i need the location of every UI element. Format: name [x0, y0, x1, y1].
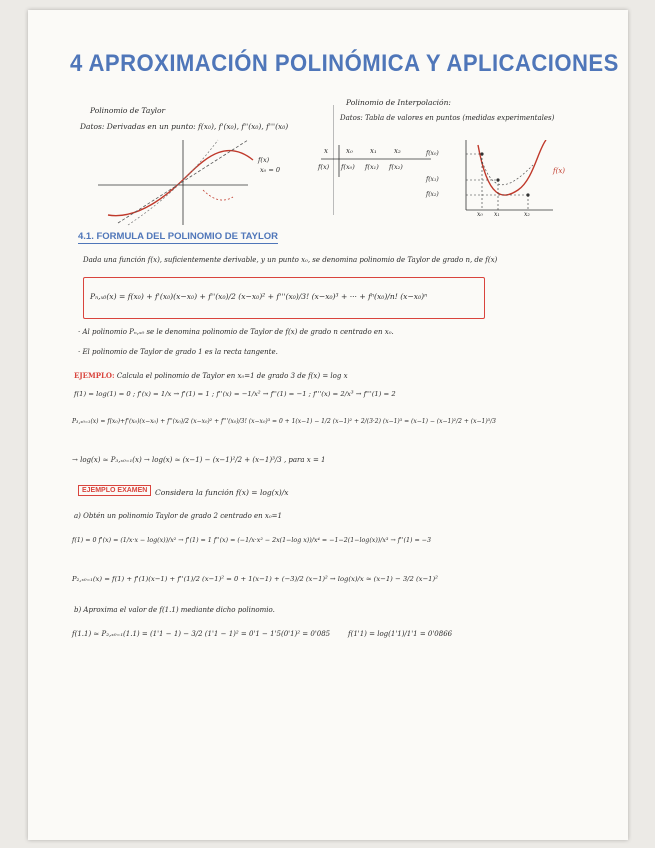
notebook-page: [28, 10, 628, 840]
page-title: 4 APROXIMACIÓN POLINÓMICA Y APLICACIONES: [70, 50, 619, 77]
table-head-x1: x₁: [370, 147, 377, 155]
examen-line-b1: f(1.1) ≃ P₂,ₓ₀₌₁(1.1) = (1'1 − 1) − 3/2 (1'1 − 1)² = 0'1 − 1'5(0'1)² = 0'085: [72, 630, 331, 638]
section-intro: Dada una función f(x), suficientemente derivable, y un punto x₀, se denomina polinomio de Taylor de grado n, de f(x): [83, 256, 498, 264]
ejemplo-line1: f(1) = log(1) = 0 ; f'(x) = 1/x → f'(1) = 1 ; f''(x) = −1/x² → f''(1) = −1 ; f'''(x) = 2/x³ → f'''(1) = 2: [74, 390, 396, 398]
taylor-datos: Datos: Derivadas en un punto: f(x₀), f'(x₀), f''(x₀), f'''(x₀): [80, 122, 289, 131]
graph-y-fx2: f(x₂): [426, 191, 439, 198]
graph-x-x0: x₀: [477, 211, 483, 218]
graph-y-fx0: f(x₀): [426, 150, 439, 157]
note-2: · El polinomio de Taylor de grado 1 es la recta tangente.: [78, 348, 278, 356]
examen-line-a1: f(1) = 0 f'(x) = (1/x·x − log(x))/x² → f'(1) = 1 f''(x) = (−1/x·x² − 2x(1−log x))/x⁴ = −1−2(1−log(x))/x³ → f''(1) = −3: [72, 537, 432, 544]
examen-line-a2: P₂,ₓ₀₌₁(x) = f(1) + f'(1)(x−1) + f''(1)/2 (x−1)² = 0 + 1(x−1) + (−3)/2 (x−1)² → log(x)/x ≃ (x−1) − 3/2 (x−1)²: [72, 575, 438, 583]
graph-x-x2: x₂: [524, 211, 530, 218]
table-head-x: x: [324, 147, 328, 155]
examen-part-b: b) Aproxima el valor de f(1.1) mediante dicho polinomio.: [74, 606, 275, 614]
taylor-graph-label: f(x): [258, 156, 270, 164]
section-title: 4.1. FORMULA DEL POLINOMIO DE TAYLOR: [78, 231, 279, 242]
taylor-heading: Polinomio de Taylor: [90, 106, 166, 115]
table-row-fx0: f(x₀): [341, 163, 355, 171]
table-head-x2: x₂: [394, 147, 401, 155]
examen-statement: Considera la función f(x) = log(x)/x: [155, 488, 289, 497]
taylor-formula: Pₙ,ₓ₀(x) = f(x₀) + f'(x₀)(x−x₀) + f''(x₀)/2 (x−x₀)² + f'''(x₀)/3! (x−x₀)³ + ··· + fⁿ(x₀)/n! (x−x₀)ⁿ: [90, 292, 428, 301]
ejemplo-line2: P₃,ₓ₀₌₁(x) = f(x₀)+f'(x₀)(x−x₀) + f''(x₀)/2 (x−x₀)² + f'''(x₀)/3! (x−x₀)³ = 0 + 1(x−1) − 1/2 (x−1)² + 2/(3·2) (x−1)³ = (x−1) − (x−1)²/2 + (x−1)³/3: [72, 418, 496, 425]
interpolation-datos: Datos: Tabla de valores en puntos (medidas experimentales): [340, 114, 555, 122]
table-row-fx2: f(x₂): [389, 163, 403, 171]
taylor-graph-x0: x₀ = 0: [260, 166, 280, 174]
interpolation-graph: [448, 140, 558, 220]
table-head-x0: x₀: [346, 147, 353, 155]
ejemplo-label: EJEMPLO:: [74, 371, 115, 380]
note-1: · Al polinomio Pₙ,ₓ₀ se le denomina polinomio de Taylor de f(x) de grado n centrado en x₀.: [78, 328, 394, 336]
graph-x-x1: x₁: [494, 211, 500, 218]
interpolation-heading: Polinomio de Interpolación:: [346, 98, 451, 107]
table-row-fx1: f(x₁): [365, 163, 379, 171]
ejemplo-line3: → log(x) ≃ P₃,ₓ₀₌₁(x) → log(x) ≃ (x−1) − (x−1)²/2 + (x−1)³/3 , para x = 1: [72, 456, 326, 464]
graph-curve-label: f(x): [553, 167, 566, 175]
examen-label: EJEMPLO EXAMEN: [78, 485, 151, 496]
ejemplo-statement: Calcula el polinomio de Taylor en x₀=1 de grado 3 de f(x) = log x: [116, 372, 348, 380]
examen-part-a: a) Obtén un polinomio Taylor de grado 2 centrado en x₀=1: [74, 512, 282, 520]
examen-line-b2: f(1'1) = log(1'1)/1'1 = 0'0866: [348, 630, 453, 638]
taylor-graph: [98, 135, 288, 230]
table-row-fx: f(x): [318, 163, 330, 171]
graph-y-fx1: f(x₁): [426, 176, 439, 183]
